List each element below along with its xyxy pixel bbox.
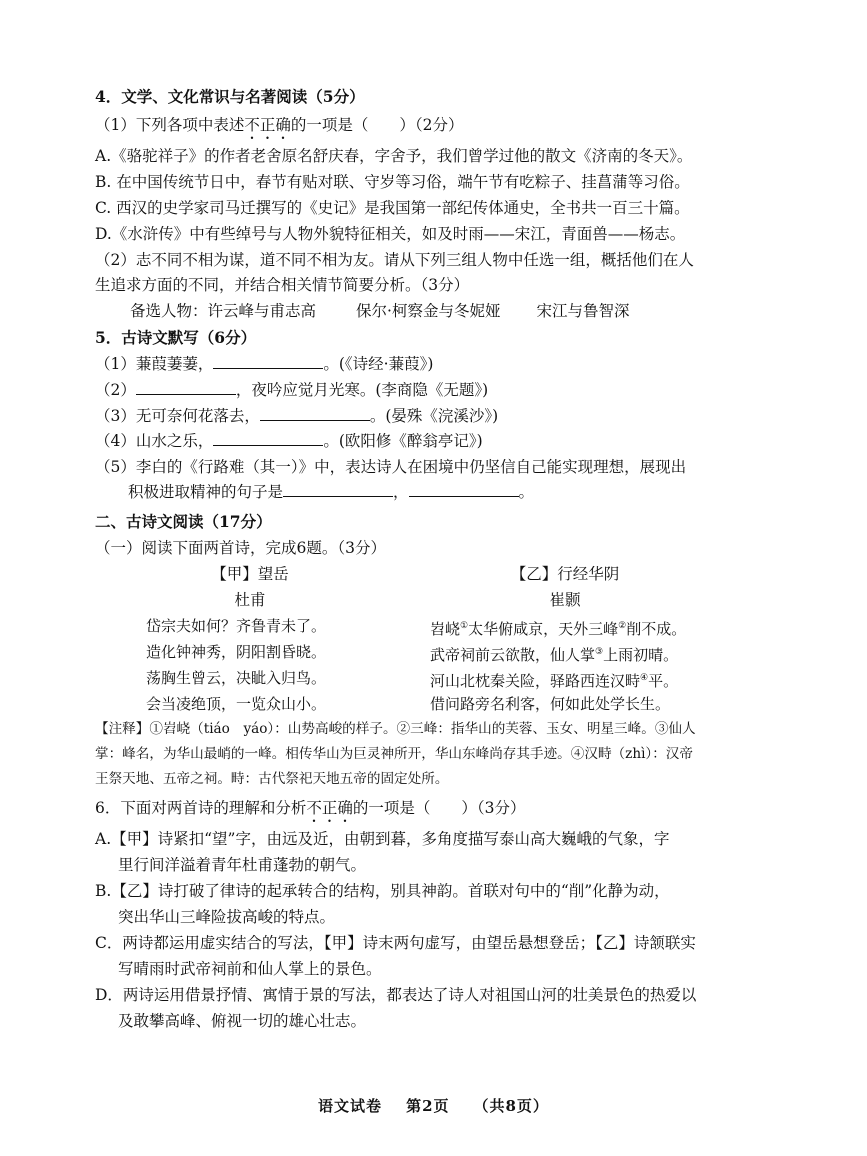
candidate-3: 宋江与鲁智深 [536, 302, 630, 320]
answer-blank[interactable] [283, 480, 393, 497]
poem-a-author: 杜甫 [234, 591, 266, 609]
footnote-mark: ④ [640, 673, 649, 683]
notes-line1: 【注释】①岧峣（tiáo yáo）：山势高峻的样子。②三峰：指华山的芙蓉、玉女、明星三峰。③仙人 [95, 721, 696, 737]
poem-b-text: 太华俯咸京，天外三峰 [468, 620, 619, 638]
poem-b-text: 削不成。 [626, 620, 687, 638]
q5-line4 [95, 429, 483, 453]
q6-option-d: D．两诗运用借景抒情、寓情于景的写法，都表达了诗人对祖国山河的壮美景色的热爱以 [95, 986, 697, 1004]
q4-sub1 [95, 113, 464, 143]
q5-l5-pre: 积极进取精神的句子是 [128, 483, 284, 501]
poem-a-line: 会当凌绝顶，一览众山小。 [146, 695, 327, 713]
poem-a-title: 【甲】望岳 [211, 565, 289, 583]
q4-option-a: A.《骆驼祥子》的作者老舍原名舒庆春，字舍予，我们曾学过他的散文《济南的冬天》。 [95, 147, 693, 165]
poem-b-line [430, 640, 678, 667]
answer-blank[interactable] [409, 480, 519, 497]
poem-b-text: 武帝祠前云欲散，仙人掌 [430, 646, 596, 664]
footnote-mark: ② [618, 621, 627, 631]
q6-pre: 6．下面对两首诗的理解和分析 [95, 799, 307, 817]
q5-line5-cont [128, 480, 534, 504]
poem-b-author: 崔颢 [549, 591, 581, 609]
q5-l1-pre: （1）蒹葭萋萋， [95, 355, 214, 373]
q5-title: 5．古诗文默写（6分） [95, 328, 257, 347]
q6-option-d-cont: 及敢攀高峰、俯视一切的雄心壮志。 [118, 1012, 367, 1030]
q4-option-c: C. 西汉的史学家司马迁撰写的《史记》是我国第一部纪传体通史，全书共一百三十篇。 [95, 199, 690, 217]
q5-line2 [95, 378, 488, 402]
poem-b-text: 河山北枕秦关险，驿路西连汉畤 [430, 672, 641, 690]
footer-page-number: 第2页 [406, 1097, 450, 1115]
q4-option-d: D.《水浒传》中有些绰号与人物外貌特征相关，如及时雨——宋江，青面兽——杨志。 [95, 225, 686, 243]
q6-emphasis: 不正确 [306, 799, 353, 817]
q5-l1-post: 。(《诗经·蒹葭》) [323, 355, 434, 373]
q4-sub1-emphasis: 不正确 [244, 116, 291, 134]
q5-l2-pre: （2） [95, 381, 136, 399]
q6-option-c-cont: 写晴雨时武帝祠前和仙人掌上的景色。 [118, 960, 382, 978]
q6-option-b: B.【乙】诗打破了律诗的起承转合的结构，别具神韵。首联对句中的“削”化静为动， [95, 882, 670, 900]
section2-title: 二、古诗文阅读（17分） [95, 512, 272, 531]
q6-option-b-cont: 突出华山三峰险拔高峻的特点。 [118, 908, 336, 926]
answer-blank[interactable] [213, 429, 323, 446]
q5-l3-pre: （3）无可奈何花落去， [95, 407, 260, 425]
q5-line5: （5）李白的《行路难（其一）》中，表达诗人在困境中仍坚信自己能实现理想，展现出 [95, 458, 687, 476]
q5-l3-post: 。(晏殊《浣溪沙》) [369, 407, 499, 425]
q5-l5-post: 。 [518, 483, 535, 501]
candidates-label: 备选人物： [130, 302, 208, 320]
q5-line1 [95, 352, 433, 376]
answer-blank[interactable] [213, 352, 323, 369]
section2-part1: （一）阅读下面两首诗，完成6题。（3分） [95, 539, 386, 557]
q4-sub1-post: 的一项是（ ）（2分） [290, 116, 464, 134]
q5-l5-mid: ， [393, 483, 409, 501]
answer-blank[interactable] [260, 404, 370, 421]
candidate-1: 许云峰与甫志高 [207, 302, 317, 320]
q4-option-b: B. 在中国传统节日中，春节有贴对联、守岁等习俗，端午节有吃粽子、挂菖蒲等习俗。 [95, 173, 690, 191]
q5-line3 [95, 404, 498, 428]
q4-sub2-line2: 生追求方面的不同，并结合相关情节简要分析。（3分） [95, 276, 470, 294]
notes-line3: 王祭天地、五帝之祠。畤：古代祭祀天地五帝的固定处所。 [95, 771, 449, 787]
poem-a-line: 荡胸生曾云，决眦入归鸟。 [146, 669, 327, 687]
poem-a-line: 岱宗夫如何？齐鲁青未了。 [146, 617, 327, 635]
q6-post: 的一项是（ ）（3分） [352, 799, 526, 817]
q5-l4-post: 。(欧阳修《醉翁亭记》) [323, 432, 483, 450]
poem-a-line: 造化钟神秀，阴阳割昏晓。 [146, 643, 327, 661]
q6-option-c: C．两诗都运用虚实结合的写法，【甲】诗末两句虚写，由望岳悬想登岳；【乙】诗颔联实 [95, 934, 696, 952]
footnote-mark: ③ [595, 647, 604, 657]
notes-line2: 掌：峰名，为华山最峭的一峰。相传华山为巨灵神所开，华山东峰尚存其手迹。④汉畤（zhì）：汉帝 [95, 746, 693, 762]
poem-b-line [430, 614, 686, 641]
q4-candidates [130, 299, 629, 323]
q6-option-a-cont: 里行间洋溢着青年杜甫蓬勃的朝气。 [118, 856, 367, 874]
q6-stem [95, 796, 526, 826]
poem-b-text: 上雨初晴。 [603, 646, 679, 664]
poem-b-text: 岧峣 [430, 620, 461, 638]
q4-sub2-line1: （2）志不同不相为谋，道不同不相为友。请从下列三组人物中任选一组，概括他们在人 [95, 251, 694, 269]
q5-l2-post: ，夜吟应觉月光寒。(李商隐《无题》) [235, 381, 489, 399]
poem-b-title: 【乙】行经华阴 [510, 565, 620, 583]
poem-b-text: 平。 [648, 672, 679, 690]
footer-subject: 语文试卷 [318, 1097, 383, 1115]
poem-b-line: 借问路旁名利客，何如此处学长生。 [430, 695, 671, 713]
footer-total-pages: （共8页） [473, 1097, 549, 1115]
poem-b-line [430, 666, 678, 693]
candidate-2: 保尔·柯察金与冬妮娅 [356, 302, 501, 320]
q4-sub1-pre: （1）下列各项中表述 [95, 116, 245, 134]
q6-option-a: A.【甲】诗紧扣“望”字，由远及近，由朝到暮，多角度描写泰山高大巍峨的气象，字 [95, 830, 670, 848]
q5-l4-pre: （4）山水之乐， [95, 432, 214, 450]
page-footer [0, 1095, 867, 1116]
answer-blank[interactable] [136, 378, 236, 395]
q4-title: 4．文学、文化常识与名著阅读（5分） [95, 87, 365, 106]
footnote-mark: ① [460, 621, 469, 631]
